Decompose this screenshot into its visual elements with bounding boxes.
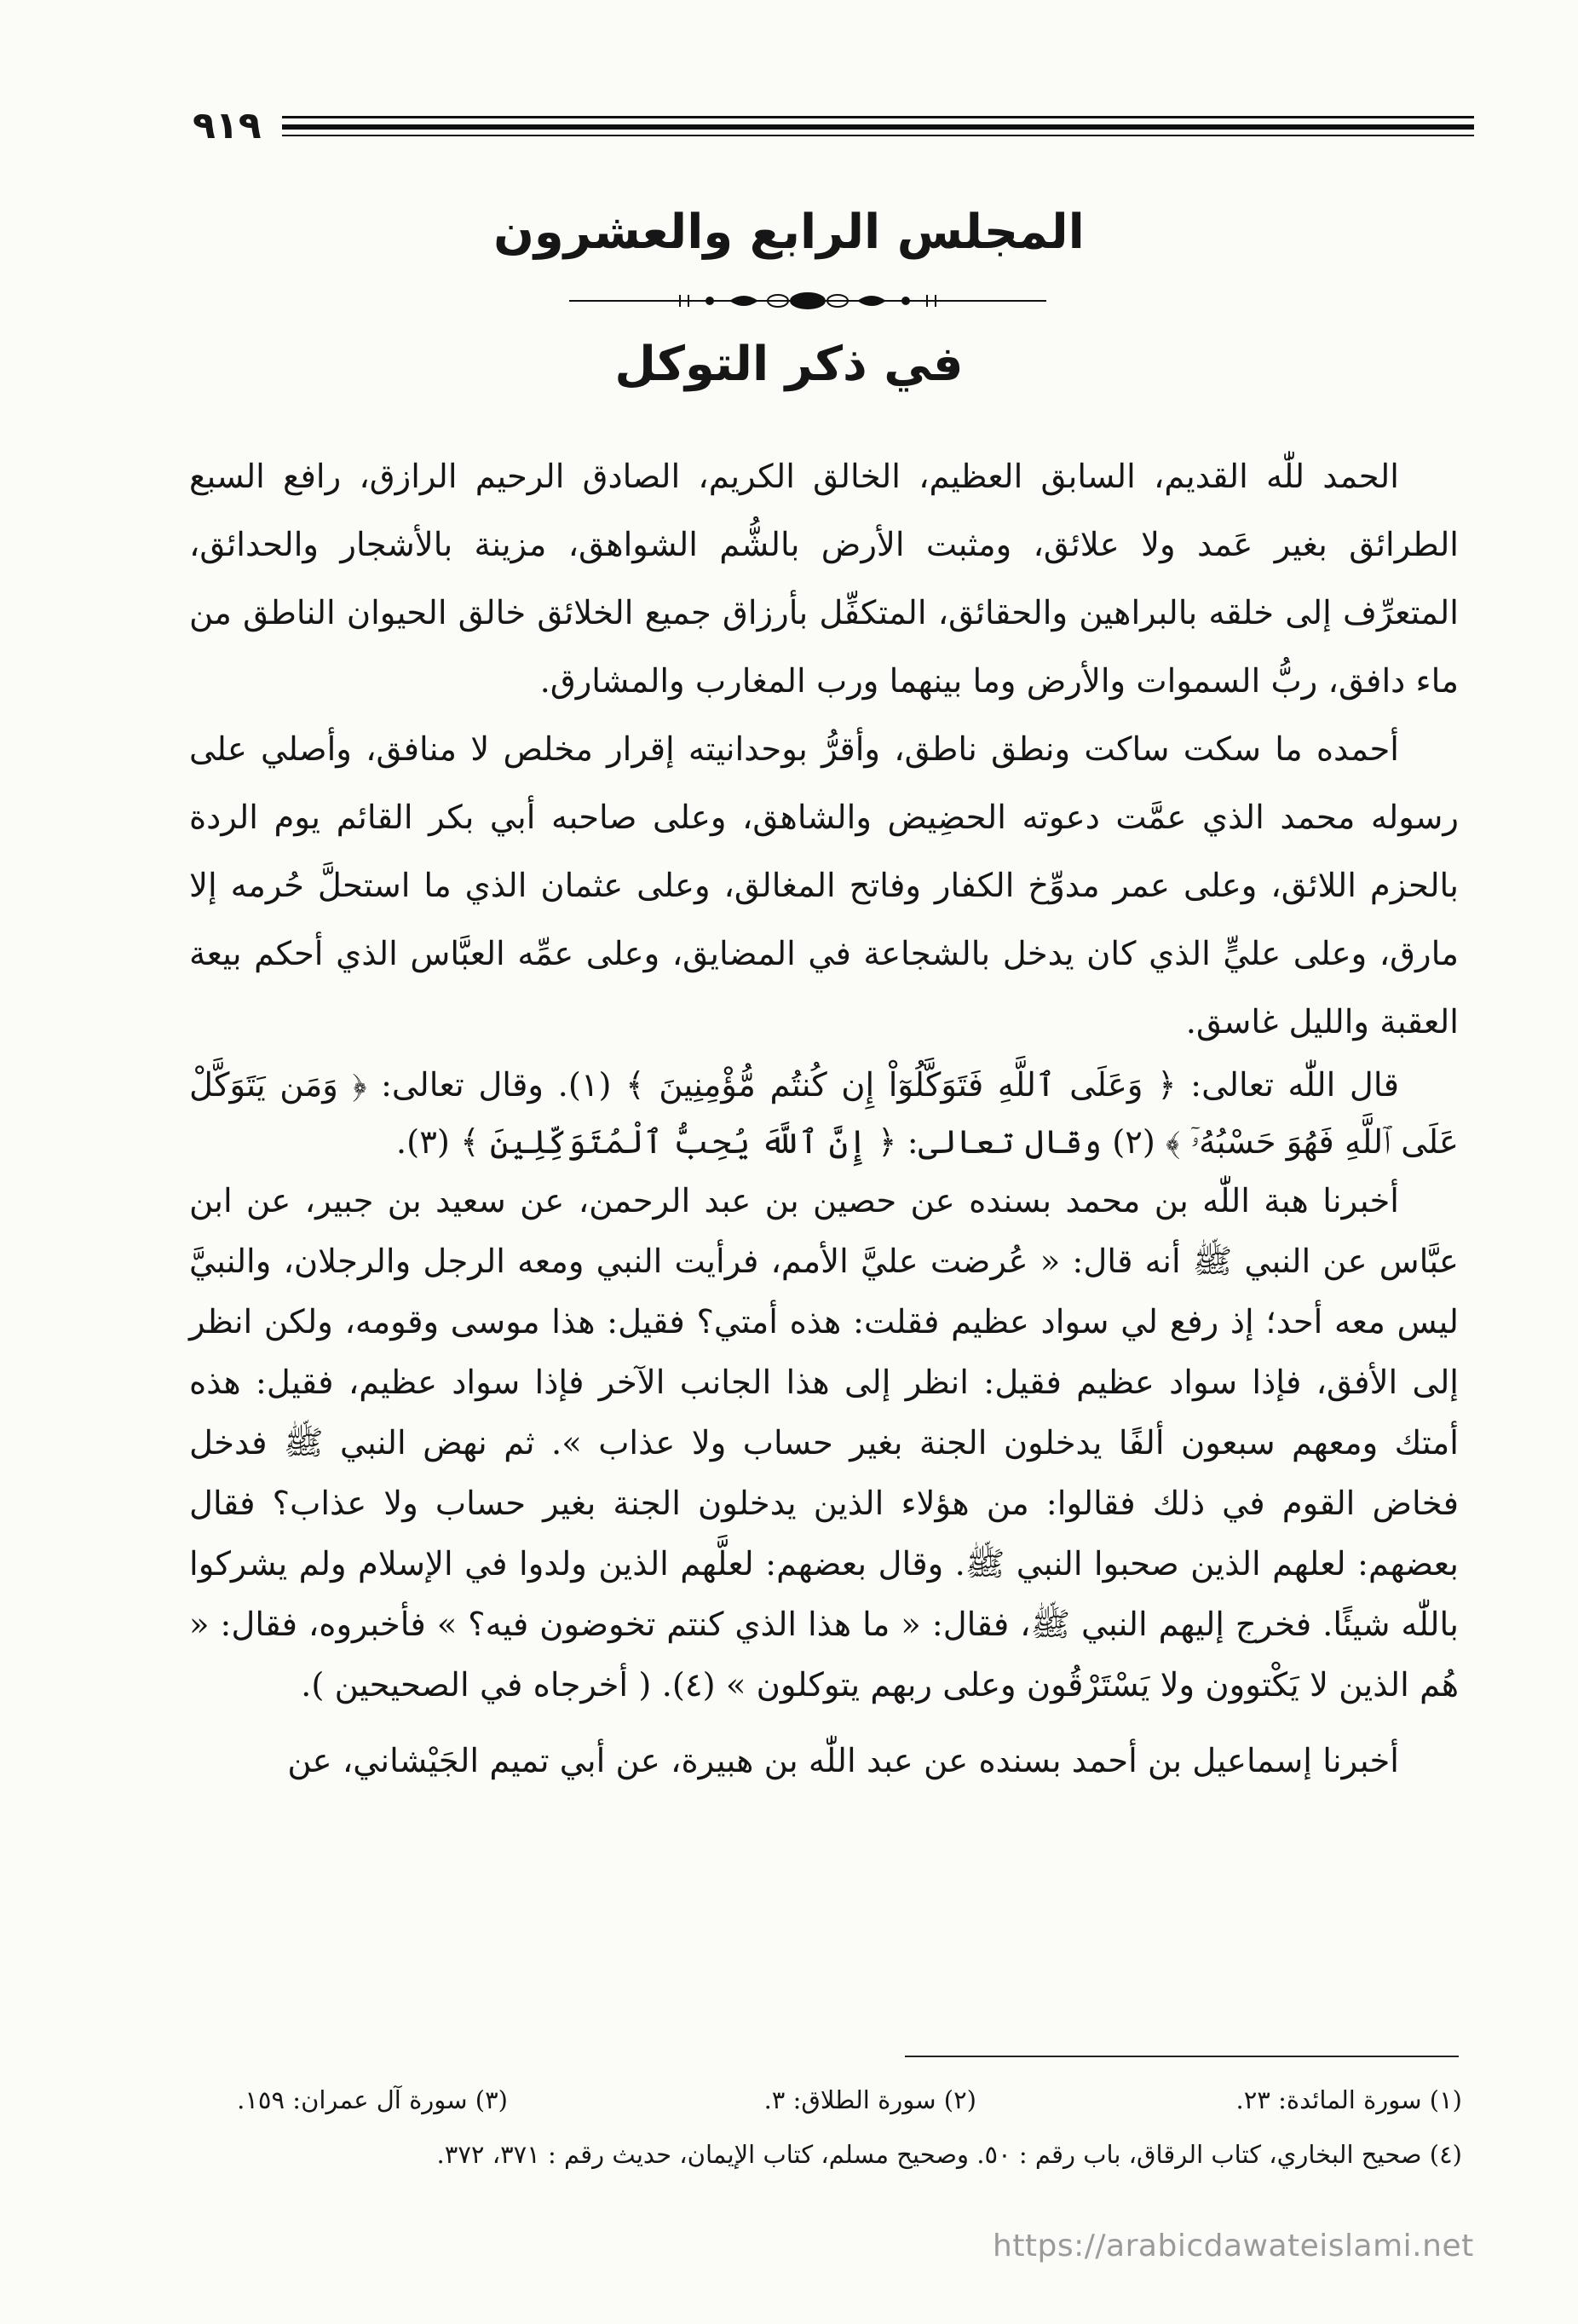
- footnotes: [193, 2073, 1462, 2182]
- paragraph: أحمده ما سكت ساكت ونطق ناطق، وأقرُّ بوحدانيته إقرار مخلص لا منافق، وأصلي على رسوله محمد الذي عمَّت دعوته الحضِيض والشاهق، وعلى صاحبه أبي بكر القائم يوم الردة بالحزم اللائق، وعلى عمر مدوِّخ الكفار وفاتح المغالق، وعلى عثمان الذي ما استحلَّ حُرمه إلا مارق، وعلى عليٍّ الذي كان يدخل بالشجاعة في المضايق، وعلى عمِّه العبَّاس الذي أحكم بيعة العقبة والليل غاسق.: [189, 730, 1459, 1041]
- page-number: ٩١٩: [193, 104, 262, 147]
- ornament-divider-icon: [569, 288, 1046, 314]
- header-rule: [282, 116, 1474, 118]
- paragraph: الحمد للّٰه القديم، السابق العظيم، الخالق الكريم، الصادق الرحيم الرازق، رافع السبع الطرائق بغير عَمد ولا علائق، ومثبت الأرض بالشُّم الشواهق، مزينة بالأشجار والحدائق، المتعرِّف إلى خلقه بالبراهين والحقائق، المتكفِّل بأرزاق جميع الخلائق خالق الحيوان الناطق من ماء دافق، ربُّ السموات والأرض وما بينهما ورب المغارب والمشارق.: [189, 458, 1459, 701]
- footnote-separator: [905, 2056, 1459, 2057]
- header-rule: [282, 135, 1474, 136]
- footnote-4: (٤) صحيح البخاري، كتاب الرقاق، باب رقم : ٥٠. وصحيح مسلم، كتاب الإيمان، حديث رقم : ٣٧١، ٣٧٢.: [436, 2140, 1462, 2169]
- footnote-row: [193, 2073, 1462, 2127]
- footnote-1: (١) سورة المائدة: ٢٣.: [1235, 2085, 1462, 2114]
- page-header: [193, 101, 1474, 152]
- chapter-subtitle: في ذكر التوكل: [614, 337, 964, 392]
- watermark-url: https://arabicdawateislami.net: [993, 2229, 1474, 2263]
- paragraph-hadith: أخبرنا هبة اللّٰه بن محمد بسنده عن حصين بن عبد الرحمن، عن سعيد بن جبير، عن ابن عبَّاس عن النبي ﷺ أنه قال: « عُرضت عليَّ الأمم، فرأيت النبي ومعه الرجل والرجلان، والنبيَّ ليس معه أحد؛ إذ رفع لي سواد عظيم فقلت: هذه أمتي؟ فقيل: هذا موسى وقومه، ولكن انظر إلى الأفق، فإذا سواد عظيم فقيل: انظر إلى هذا الجانب الآخر فإذا سواد عظيم، فقيل: هذه أمتك ومعهم سبعون ألفًا يدخلون الجنة بغير حساب ولا عذاب ». ثم نهض النبي ﷺ فدخل فخاض القوم في ذلك فقالوا: من هؤلاء الذين يدخلون الجنة بغير حساب ولا عذاب؟ فقال بعضهم: لعلهم الذين صحبوا النبي ﷺ. وقال بعضهم: لعلَّهم الذين ولدوا في الإسلام ولم يشركوا باللّٰه شيئًا. فخرج إليهم النبي ﷺ، فقال: « ما هذا الذي كنتم تخوضون فيه؟ » فأخبروه، فقال: « هُم الذين لا يَكْتوون ولا يَسْتَرْقُون وعلى ربهم يتوكلون » (٤). ( أخرجاه في الصحيحين ).: [189, 1182, 1459, 1704]
- paragraph: أخبرنا إسماعيل بن أحمد بسنده عن عبد اللّٰه بن هبيرة، عن أبي تميم الجَيْشاني، عن: [287, 1742, 1399, 1780]
- footnote-row: [193, 2127, 1462, 2182]
- chapter-title: المجلس الرابع والعشرون: [493, 205, 1085, 260]
- header-rule: [282, 124, 1474, 130]
- footnote-2: (٢) سورة الطلاق: ٣.: [763, 2085, 976, 2114]
- footnote-3: (٣) سورة آل عمران: ١٥٩.: [237, 2085, 508, 2114]
- main-text: [189, 443, 1459, 1796]
- paragraph-quran-verses: قال اللّٰه تعالى: ﴿ وَعَلَى ٱللَّهِ فَتَوَكَّلُوٓاْ إِن كُنتُم مُّؤْمِنِينَ ﴾ (١). وقال تعالى: ﴿ وَمَن يَتَوَكَّلْ عَلَى ٱللَّهِ فَهُوَ حَسْبُهُۥٓ ﴾ (٢) وقال تعالى: ﴿ إِنَّ ٱللَّهَ يُحِبُّ ٱلْمُتَوَكِّلِينَ ﴾ (٣).: [189, 1066, 1459, 1162]
